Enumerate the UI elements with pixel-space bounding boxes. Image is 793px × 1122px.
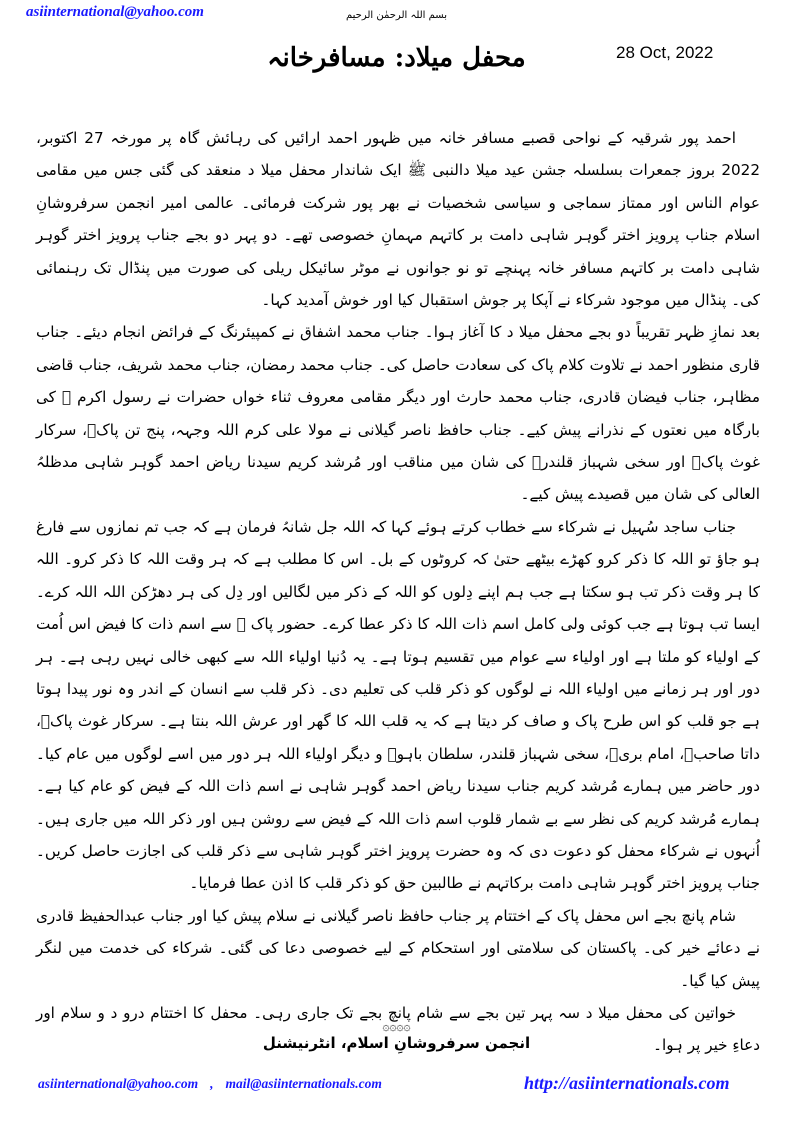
article-date: 28 Oct, 2022 [616,43,714,62]
bismillah-heading: بسم اللہ الرحمٰن الرحیم [345,10,447,21]
paragraph-conclusion: شام پانچ بجے اس محفل پاک کے اختتام پر جناب حافظ ناصر گیلانی نے سلام پیش کیا اور جناب عبدالحفیظ قادری نے دعائے خیر کی۔ پاکستان کی سلامتی اور استحکام کے لیے خصوصی دعا کی گئی۔ شرکاء کی خدمت میں لنگر پیش کیا گیا۔ [36,906,760,990]
header-email-link[interactable]: asiinternational@yahoo.com [26,4,204,20]
paragraph-intro: احمد پور شرقیہ کے نواحی قصبے مسافر خانہ میں ظہور احمد ارائیں کی رہائش گاہ پر مورخہ 27 اکتوبر، 2022 بروز جمعرات بسلسلہ جشن عید میلا دالنبی ﷺ ایک شاندار محفل میلا د منعقد کی گئی جس میں مقامی عوام الناس اور ممتاز سماجی و سیاسی شخصیات نے بھر پور شرکت فرمائی۔ عالمی امیر انجمن سرفروشانِ اسلام جناب پرویز اختر گوہر شاہی دامت بر کاتہم مہمانِ خصوصی تھے۔ دو پہر دو بجے جناب پرویز اختر گوہر شاہی دامت بر کاتہم مسافر خانہ پہنچے تو نو جوانوں نے موٹر سائیکل ریلی کی صورت میں پنڈال تک رہنمائی کی۔ پنڈال میں موجود شرکاء نے آپکا پر جوش استقبال کیا اور خوش آمدید کہا۔ [36,129,760,310]
article-title: محفل میلاد: مسافرخانہ [267,43,526,73]
footer-emails [38,1076,382,1092]
footer-separator: , [210,1076,214,1091]
ornament-divider: ۞۞۞۞ [382,1019,411,1033]
footer-email-2-link[interactable]: mail@asiinternationals.com [225,1076,382,1091]
article-body [36,122,760,1062]
paragraph-women-gathering: خواتین کی محفل میلا د سہ پہر تین بجے سے شام پانچ بجے تک جاری رہی۔ محفل کا اختتام درو د و سلام اور دعاءِ خیر پر ہوا۔ [36,1003,760,1055]
organization-name: انجمن سرفروشانِ اسلام، انٹرنیشنل [262,1034,531,1052]
paragraph-speech: جناب ساجد سُہیل نے شرکاء سے خطاب کرتے ہوئے کہا کہ اللہ جل شانہُ فرمان ہے کہ جب تم نمازوں سے فارغ ہو جاؤ تو اللہ کا ذکر کرو کھڑے بیٹھے حتیٰ کہ کروٹوں کے بل۔ اس کا مطلب ہے کہ ہر وقت اللہ کا ذکر کرو۔ اللہ کا ہر وقت ذکر تب ہو سکتا ہے جب ہم اپنے دِلوں کو اللہ کے ذکر میں لگالیں اور دِل کی ہر دھڑکن اللہ اللہ کرے۔ ایسا تب ہوتا ہے جب کوئی ولی کامل اسم ذات اللہ کا ذکر عطا کرے۔ حضور پاک ﷺ سے اسم ذات کا فیض اس اُمت کے اولیاء کو ملتا ہے اور اولیاء سے عوام میں تقسیم ہوتا ہے۔ یہ دُنیا اولیاء اللہ سے کبھی خالی نہیں رہی ہے۔ ہر دور اور ہر زمانے میں اولیاء اللہ نے لوگوں کو ذکر قلب کی تعلیم دی۔ ذکر قلب سے انسان کے اندر وہ نور پیدا ہوتا ہے جو قلب کو اس طرح پاک و صاف کر دیتا ہے کہ یہ قلب اللہ کا گھر اور عرش اللہ بنتا ہے۔ سرکار غوث پاکؓ، داتا صاحبؒ، امام بریؒ، سخی شہباز قلندر، سلطان باہوؒ و دیگر اولیاء اللہ ہر دور میں اسے لوگوں میں عام کیا۔ دور حاضر میں ہمارے مُرشد کریم جناب سیدنا ریاض احمد گوہر شاہی نے اسم ذات اللہ کے فیض کو عام کیا ہے۔ ہمارے مُرشد کریم کی نظر سے بے شمار قلوب اسم ذات اللہ کے فیض سے روشن ہیں اور ذکر اللہ میں جاری ہیں۔ اُنہوں نے شرکاء محفل کو دعوت دی کہ وہ حضرت پرویز اختر گوہر شاہی سے ذکر قلب کی اجازت حاصل کریں۔ جناب پرویز اختر گوہر شاہی دامت برکاتہم نے طالبین حق کو ذکر قلب کا اذن عطا فرمایا۔ [36,517,760,893]
footer-website-link[interactable]: http://asiinternationals.com [524,1073,730,1093]
footer-email-1-link[interactable]: asiinternational@yahoo.com [38,1076,199,1091]
paragraph-program: بعد نمازِ ظہر تقریباً دو بجے محفل میلا د کا آغاز ہوا۔ جناب محمد اشفاق نے کمپیئرنگ کے فرائض انجام دیئے۔ جناب قاری منظور احمد نے تلاوت کلام پاک کی سعادت حاصل کی۔ جناب محمد رمضان، جناب محمد شریف، جناب قاضی مظاہر، جناب فیضان قادری، جناب محمد حارث اور دیگر مقامی معروف ثناء خواں حضرات نے رسول اکرم ﷺ کی بارگاہ میں نعتوں کے نذرانے پیش کیے۔ جناب حافظ ناصر گیلانی نے مولا علی کرم اللہ وجہہ، پنج تن پاکؑ، سرکار غوث پاکؓ اور سخی شہباز قلندرؒ کی شان میں مناقب اور مُرشد کریم سیدنا ریاض احمد گوہر شاہی مدظلہُ العالی کی شان میں قصیدے پیش کیے۔ [36,323,760,504]
